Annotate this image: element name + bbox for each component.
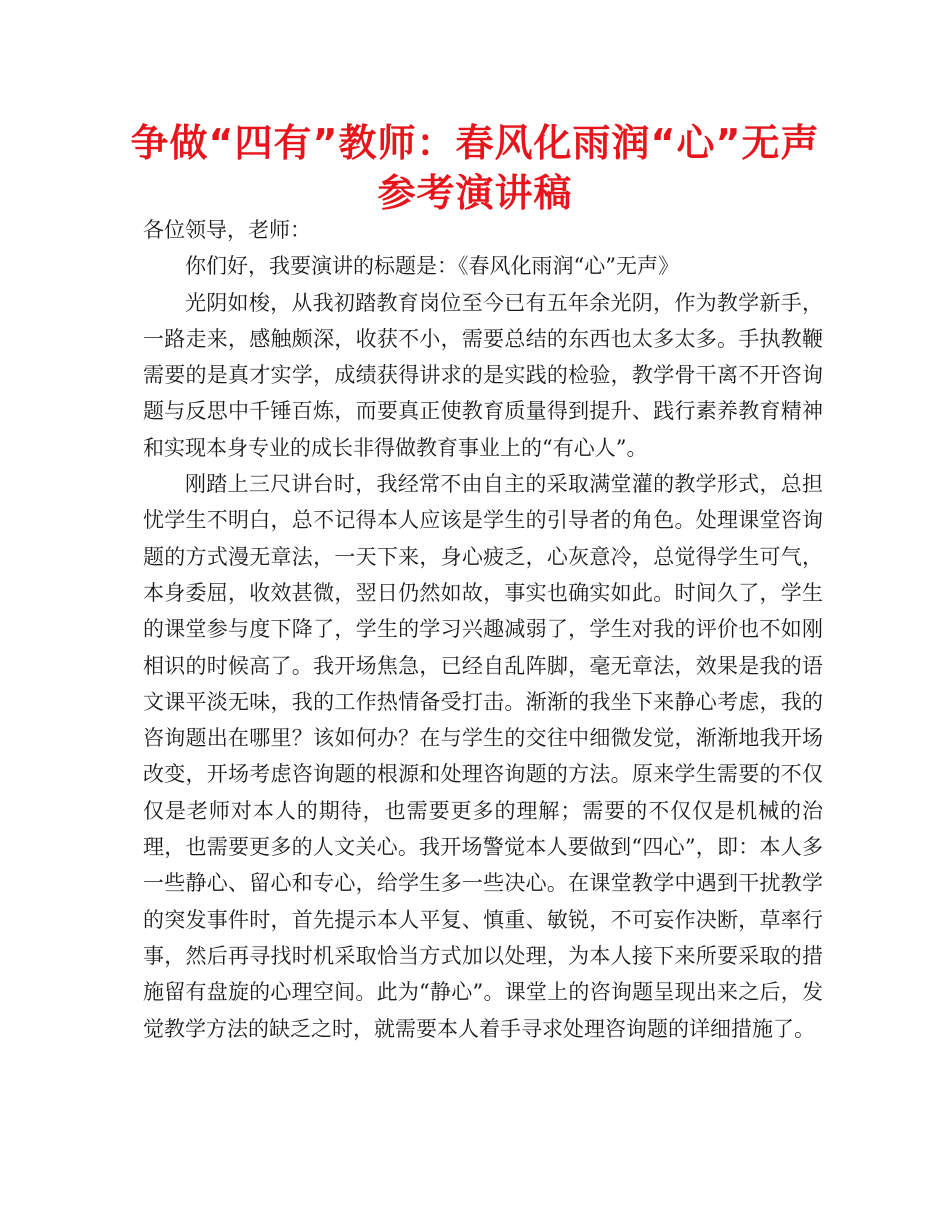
paragraph-1: 你们好，我要演讲的标题是：《春风化雨润“心”无声》 (185, 254, 679, 279)
document-body (143, 212, 823, 1047)
paragraph-2: 光阴如梭，从我初踏教育岗位至今已有五年余光阴，作为教学新手，一路走来，感触颇深，收获不小，需要总结的东西也太多太多。手执教鞭需要的是真才实学，成绩获得讲求的是实践的检验，教学骨干离不开咨询题与反思中千锤百炼，而要真正使教育质量得到提升、践行素养教育精神和实现本身专业的成长非得做教育事业上的“有心人”。 (143, 290, 823, 460)
document-title: 争做“四有”教师：春风化雨润“心”无声参考演讲稿 (130, 121, 820, 215)
paragraph-3: 刚踏上三尺讲台时，我经常不由自主的采取满堂灌的教学形式，总担忧学生不明白，总不记得本人应该是学生的引导者的角色。处理课堂咨询题的方式漫无章法，一天下来，身心疲乏，心灰意冷，总觉得学生可气，本身委屈，收效甚微，翌日仍然如故，事实也确实如此。时间久了，学生的课堂参与度下降了，学生的学习兴趣减弱了，学生对我的评价也不如刚相识的时候高了。我开场焦急，已经自乱阵脚，毫无章法，效果是我的语文课平淡无味，我的工作热情备受打击。渐渐的我坐下来静心考虑，我的咨询题出在哪里？该如何办？在与学生的交往中细微发觉，渐渐地我开场改变，开场考虑咨询题的根源和处理咨询题的方法。原来学生需要的不仅仅是老师对本人的期待，也需要更多的理解；需要的不仅仅是机械的治理，也需要更多的人文关心。我开场警觉本人要做到“四心”，即：本人多一些静心、留心和专心，给学生多一些决心。在课堂教学中遇到干扰教学的突发事件时，首先提示本人平复、慎重、敏锐，不可妄作决断，草率行事，然后再寻找时机采取恰当方式加以处理，为本人接下来所要采取的措施留有盘旋的心理空间。此为“静心”。课堂上的咨询题呈现出来之后，发觉教学方法的缺乏之时，就需要本人着手寻求处理咨询题的详细措施了。 (143, 472, 823, 1041)
greeting: 各位领导，老师： (143, 218, 311, 242)
